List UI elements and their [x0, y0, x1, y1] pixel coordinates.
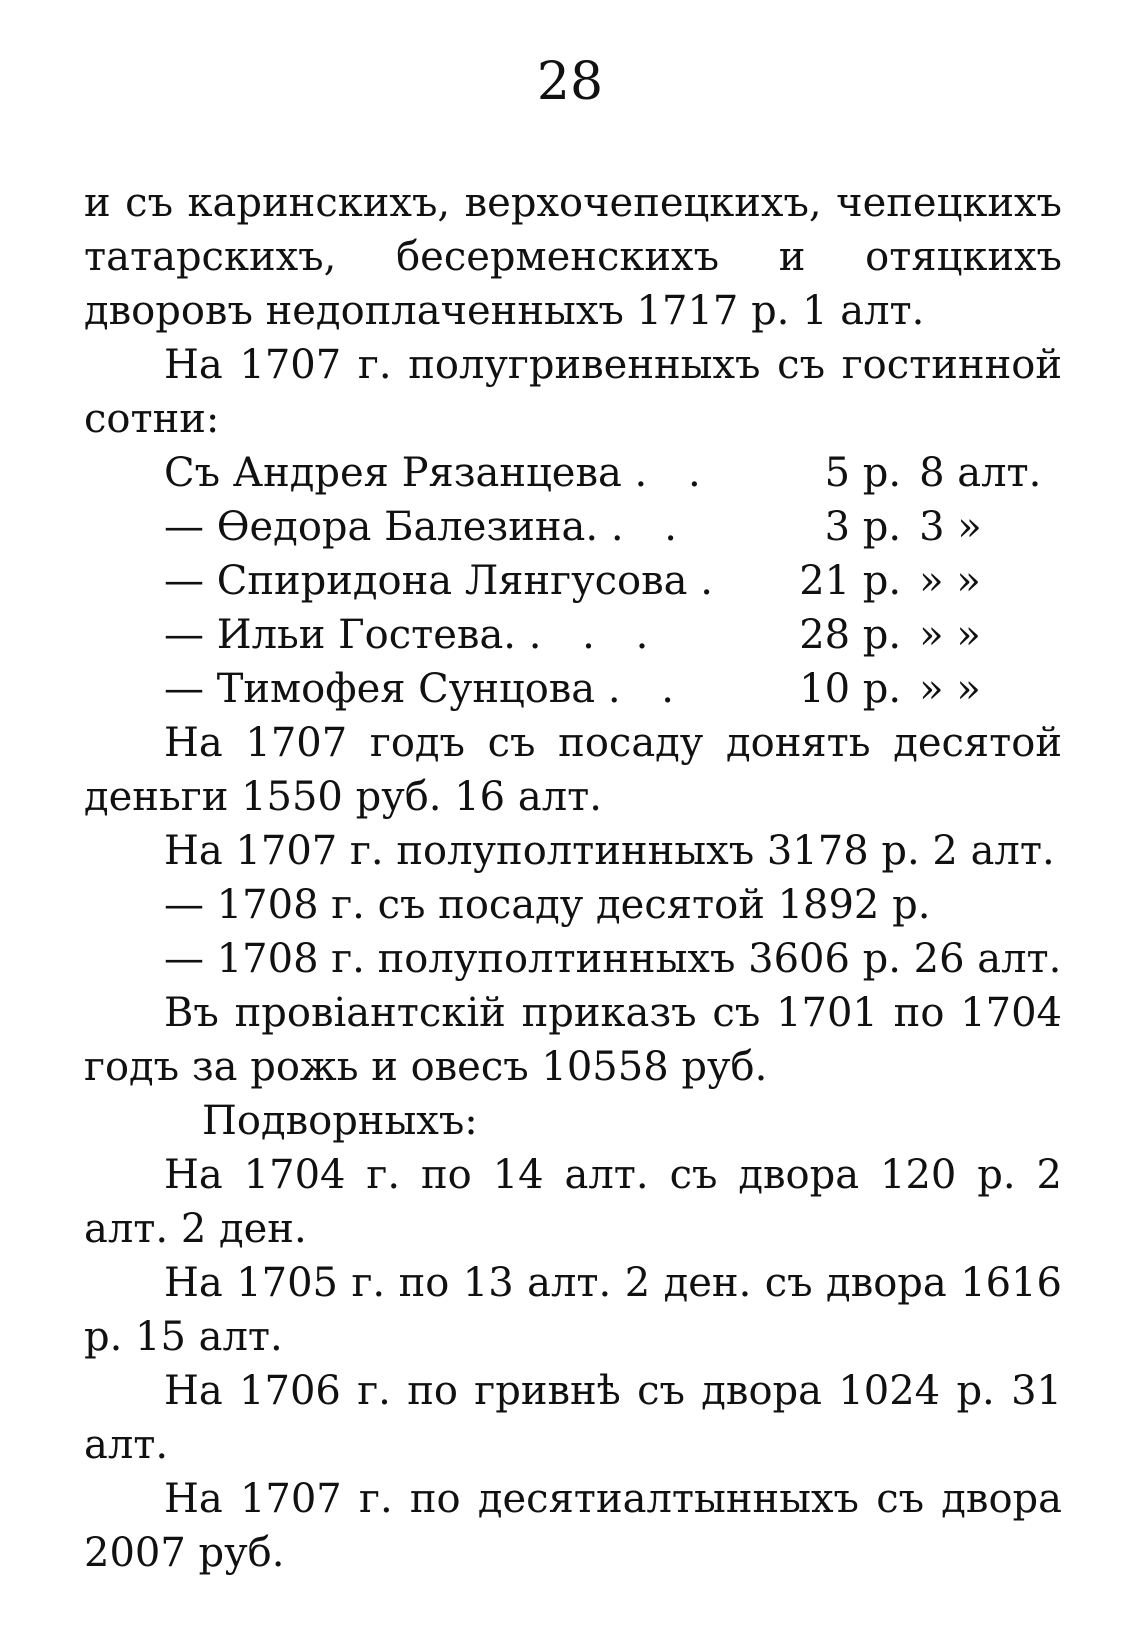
contributor-row	[164, 662, 1062, 716]
leader-dots: . .	[634, 450, 715, 496]
rubles: 10 р.	[799, 666, 902, 712]
paragraph: На 1705 г. по 13 алт. 2 ден. съ двора 1616 р. 15 алт.	[84, 1260, 1062, 1360]
paragraph: На 1707 г. по десятиалтынныхъ съ двора 2007 руб.	[84, 1476, 1062, 1576]
row-prefix: —	[164, 558, 204, 604]
row-prefix: Съ	[164, 450, 221, 496]
row-prefix: —	[164, 612, 204, 658]
paragraph: и съ каринскихъ, верхочепецкихъ, чепецкихъ татарскихъ, бесерменскихъ и отяцкихъ дворовъ недоплаченныхъ 1717 р. 1 алт.	[84, 180, 1062, 334]
altyns: » »	[919, 558, 981, 604]
paragraph: На 1707 г. полуполтинныхъ 3178 р. 2 алт.	[164, 828, 1055, 874]
leader-dots: . . .	[528, 612, 663, 658]
contributor-name: Спиридона Лянгусова	[216, 558, 688, 604]
page-body	[84, 176, 1062, 1580]
rubles: 21 р.	[799, 558, 902, 604]
contributor-row	[164, 608, 1062, 662]
paragraph: На 1704 г. по 14 алт. съ двора 120 р. 2 алт. 2 ден.	[84, 1152, 1062, 1252]
contributor-row	[164, 554, 1062, 608]
leader-dots: .	[700, 558, 727, 604]
contributor-row	[164, 446, 1062, 500]
contributor-name: Өедора Балезина.	[216, 504, 599, 550]
contributor-name: Тимофея Сунцова	[216, 666, 596, 712]
contributor-row	[164, 500, 1062, 554]
rubles: 3 р.	[824, 504, 902, 550]
subheading: Подворныхъ:	[202, 1098, 478, 1144]
paragraph: На 1707 г. полугривенныхъ съ гостинной сотни:	[84, 342, 1062, 442]
leader-dots: . .	[610, 504, 691, 550]
paragraph: На 1706 г. по гривнѣ съ двора 1024 р. 31 алт.	[84, 1368, 1062, 1468]
row-prefix: —	[164, 504, 204, 550]
leader-dots: . .	[607, 666, 689, 712]
paragraph: На 1707 годъ съ посаду донять десятой деньги 1550 руб. 16 алт.	[84, 720, 1062, 820]
contributor-name: Ильи Гостева.	[216, 612, 517, 658]
altyns: » »	[919, 666, 981, 712]
page-number: 28	[536, 52, 604, 112]
altyns: » »	[919, 612, 981, 658]
rubles: 28 р.	[799, 612, 902, 658]
paragraph: — 1708 г. полуполтинныхъ 3606 р. 26 алт.	[164, 936, 1062, 982]
rubles: 5 р.	[824, 450, 902, 496]
row-prefix: —	[164, 666, 204, 712]
contributor-name: Андрея Рязанцева	[232, 450, 622, 496]
altyns: 3 »	[919, 504, 982, 550]
paragraph: Въ провіантскій приказъ съ 1701 по 1704 годъ за рожь и овесъ 10558 руб.	[84, 990, 1062, 1090]
paragraph: — 1708 г. съ посаду десятой 1892 р.	[164, 882, 931, 928]
contributors-table	[84, 446, 1062, 716]
altyns: 8 алт.	[919, 450, 1042, 496]
